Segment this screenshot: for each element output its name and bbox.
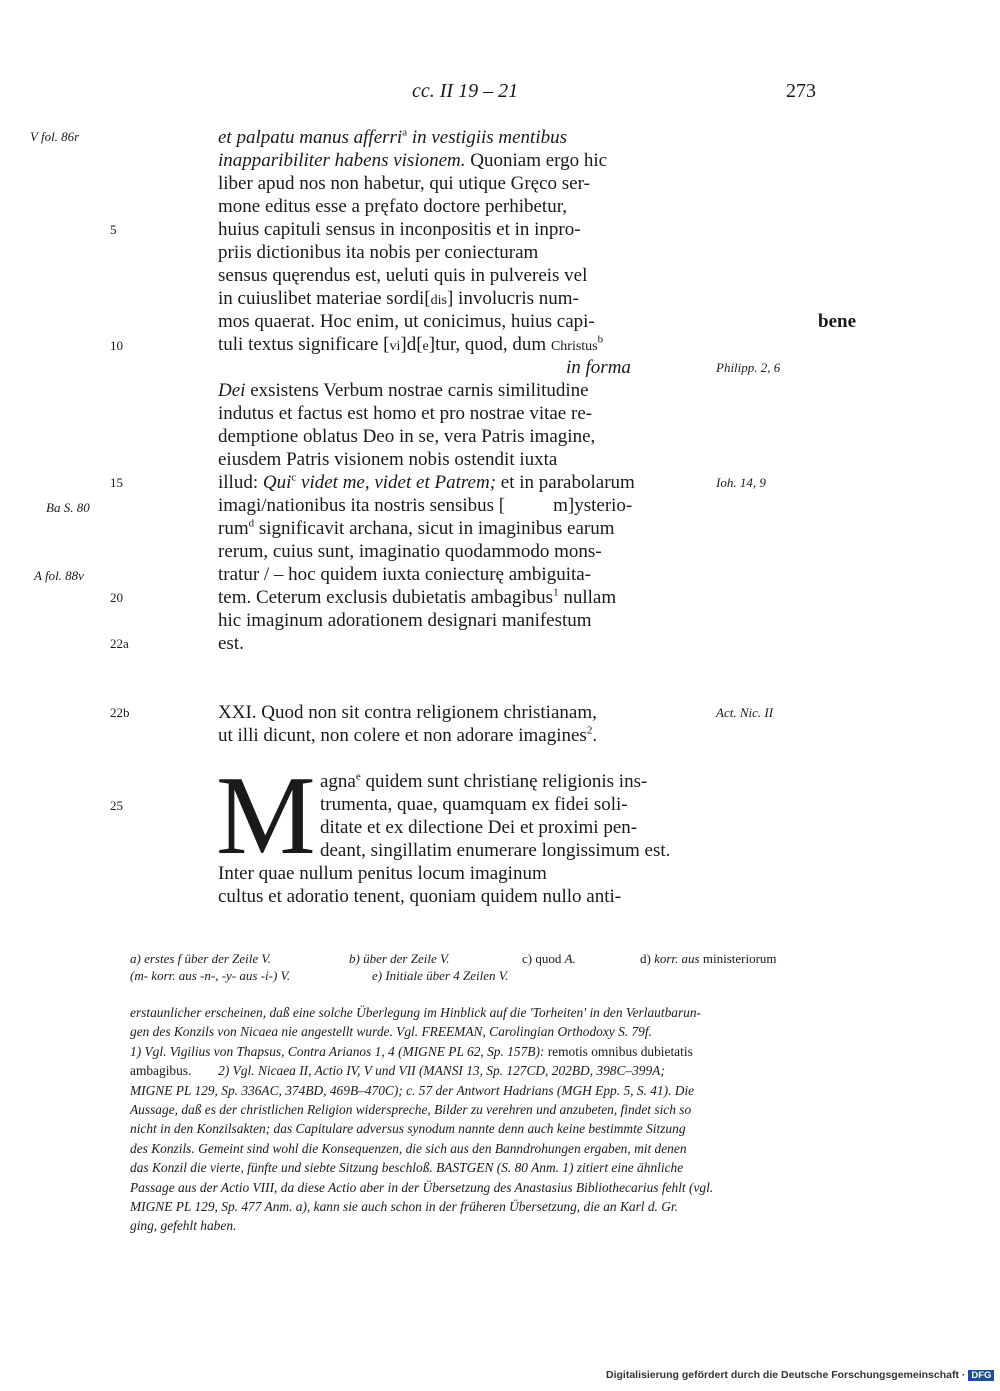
text-line: deant, singillatim enumerare longissimum est.: [320, 840, 671, 861]
text-line: mone editus esse a pręfato doctore perhibetur,: [218, 196, 568, 217]
line-number: 25: [110, 798, 123, 813]
text-line: rerum, cuius sunt, imaginatio quodammodo mons-: [218, 541, 602, 562]
footnote-line: das Konzil die vierte, fünfte und siebte Sitzung beschloß. BASTGEN (S. 80 Anm. 1) zitiert eine ähnliche: [130, 1160, 684, 1176]
text-line: sensus quęrendus est, ueluti quis in pulvereis vel: [218, 265, 588, 286]
footnote-line: Passage aus der Actio VIII, da diese Actio aber in der Übersetzung des Anastasius Bibliothecarius fehlt (vgl.: [130, 1179, 714, 1195]
chapter-heading: XXI. Quod non sit contra religionem christianam,: [218, 702, 597, 723]
line-number: 15: [110, 475, 123, 490]
footnote-line: nicht in den Konzilsakten; das Capitulare adversus synodum nannte denn auch keine bestimmte Sitzung: [130, 1121, 686, 1137]
text-line: cultus et adoratio tenent, quoniam quidem nullo anti-: [218, 886, 622, 907]
page-number: 273: [786, 80, 816, 102]
text-line: indutus et factus est homo et pro nostrae vitae re-: [218, 403, 593, 424]
line-number: 5: [110, 222, 117, 237]
siglum-ba: Ba S. 80: [46, 500, 90, 515]
dfg-logo: DFG: [968, 1370, 994, 1381]
footnote-line: des Konzils. Gemeint sind wohl die Konsequenzen, die sich aus den Banndrohungen ergaben, mit denen: [130, 1140, 687, 1156]
text-line: tem. Ceterum exclusis dubietatis ambagibus$^1$ nullam: [218, 586, 617, 608]
footnote-line: gen des Konzils von Nicaea nie angestellt wurde. Vgl. FREEMAN, Carolingian Orthodoxy S. 79f.: [130, 1024, 652, 1040]
apparatus-note-d: d) korr. aus ministeriorum: [640, 951, 777, 966]
text-line: rum$^d$ significavit archana, sicut in imaginibus earum: [218, 517, 615, 539]
siglum-a-fol: A fol. 88v: [34, 568, 84, 583]
running-header: cc. II 19 – 21: [412, 80, 519, 102]
text-line: hic imaginum adorationem designari manifestum: [218, 610, 592, 631]
text-line: Inter quae nullum penitus locum imaginum: [218, 863, 547, 884]
siglum-v-fol: V fol. 86r: [30, 129, 80, 144]
text-line: ditate et ex dilectione Dei et proximi pen-: [320, 817, 638, 838]
text-line: agna$^e$ quidem sunt christianę religionis ins-: [320, 770, 648, 792]
line-number: 22a: [110, 636, 129, 651]
text-line: illud: Qui$^c$ videt me, videt et Patrem; et in parabolarum: [218, 471, 635, 493]
text-line: priis dictionibus ita nobis per coniecturam: [218, 242, 539, 263]
apparatus-note-c: c) quod A.: [522, 951, 576, 966]
footnote-line: MIGNE PL 129, Sp. 336AC, 374BD, 469B–470C); c. 57 der Antwort Hadrians (MGH Epp. 5, S. 41). Die: [130, 1082, 695, 1098]
footnote-line: Aussage, daß es der christlichen Religion widerspreche, Bilder zu verehren und anzubeten, findet sich so: [130, 1102, 692, 1118]
footnote-line: erstaunlicher erscheinen, daß eine solche Überlegung im Hinblick auf die 'Torheiten' in den Verlautbarun-: [130, 1005, 702, 1020]
text-line: demptione oblatus Deo in se, vera Patris imagine,: [218, 426, 596, 447]
text-line: eiusdem Patris visionem nobis ostendit iuxta: [218, 449, 558, 470]
apparatus-note-a: a) erstes f über der Zeile V.: [130, 951, 271, 966]
text-line: in forma: [566, 357, 631, 378]
text-line: est.: [218, 633, 244, 654]
apparatus-note-e: e) Initiale über 4 Zeilen V.: [372, 968, 509, 983]
text-line: tuli textus significare [vi]d[e]tur, quod, dum Christus$^b$: [218, 333, 604, 355]
footnote-line: 1) Vgl. Vigilius von Thapsus, Contra Arianos 1, 4 (MIGNE PL 62, Sp. 157B): remotis omnibus dubietatis: [130, 1043, 693, 1059]
chapter-heading: ut illi dicunt, non colere et non adorare imagines$^2$.: [218, 724, 598, 746]
margin-note-bene: bene: [818, 311, 856, 332]
reference-philipp: Philipp. 2, 6: [716, 360, 781, 375]
footnote-line: ging, gefehlt haben.: [130, 1218, 237, 1234]
text-line: inapparibiliter habens visionem. Quoniam ergo hic: [218, 150, 608, 171]
text-line: tratur / – hoc quidem iuxta coniecturę ambiguita-: [218, 564, 592, 585]
footnotes: [130, 1003, 812, 1236]
reference-ioh: Ioh. 14, 9: [716, 475, 766, 490]
line-number: 10: [110, 338, 123, 353]
footnote-line: ambagibus. 2) Vgl. Nicaea II, Actio IV, V und VII (MANSI 13, Sp. 127CD, 202BD, 398C–399A;: [130, 1063, 665, 1079]
text-line: huius capituli sensus in inconpositis et in inpro-: [218, 219, 581, 240]
text-line: et palpatu manus afferri$^a$ in vestigiis mentibus: [218, 126, 567, 148]
apparatus-note-b: b) über der Zeile V.: [349, 951, 450, 966]
reference-act-nic: Act. Nic. II: [716, 705, 774, 720]
drop-cap-initial: M: [216, 754, 316, 878]
text-line: in cuiuslibet materiae sordi[dis] involucris num-: [218, 288, 579, 309]
text-line: trumenta, quae, quamquam ex fidei soli-: [320, 794, 628, 815]
text-line: Dei exsistens Verbum nostrae carnis similitudine: [218, 380, 589, 401]
text-line: mos quaerat. Hoc enim, ut conicimus, huius capi-: [218, 311, 595, 332]
text-line: liber apud nos non habetur, qui utique Gręco ser-: [218, 173, 590, 194]
line-number: 22b: [110, 705, 130, 720]
line-number: 20: [110, 590, 123, 605]
dfg-funding-notice: Digitalisierung gefördert durch die Deutsche Forschungsgemeinschaft · DFG: [606, 1369, 994, 1381]
text-line: imagi/nationibus ita nostris sensibus [ m]ysterio-: [218, 495, 633, 516]
apparatus-note-d-cont: (m- korr. aus -n-, -y- aus -i-) V.: [130, 968, 291, 983]
footnote-line: MIGNE PL 129, Sp. 477 Anm. a), kann sie auch schon in der früheren Übersetzung, die an Karl d. Gr.: [130, 1199, 678, 1215]
